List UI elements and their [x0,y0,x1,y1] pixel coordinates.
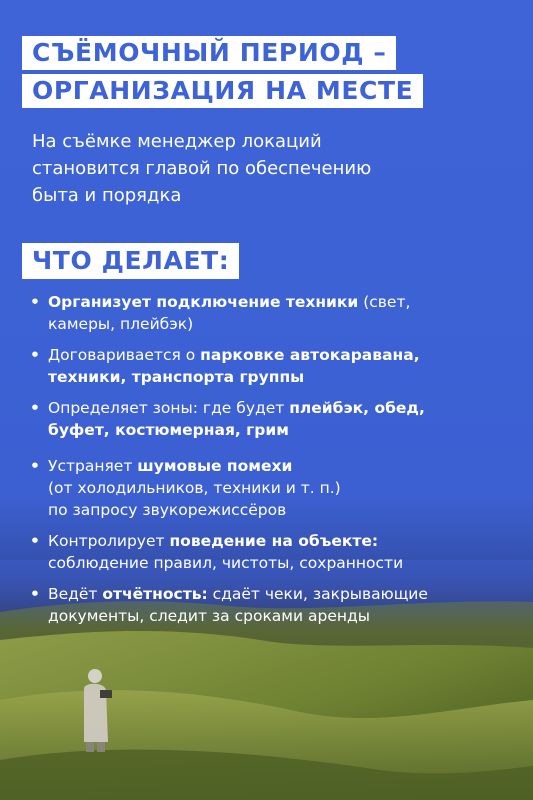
list-item [30,291,520,335]
list-item [30,583,520,627]
intro-line-1: На съёмке менеджер локаций [32,131,322,152]
item-text: Определяет зоны: где будет [48,399,290,417]
item-bold: плейбэк, обед, [289,399,425,417]
section-heading: ЧТО ДЕЛАЕТ: [22,243,239,279]
item-text: соблюдение правил, чистоты, сохранности [48,554,404,572]
list-item [30,455,520,521]
item-bold: парковке автокаравана, [200,346,420,364]
item-bold: отчётность: [102,585,208,603]
page-title-line-1: СЪЁМОЧНЫЙ ПЕРИОД – [22,36,396,70]
intro-line-2: становится главой по обеспечению [32,158,372,179]
item-text: (от холодильников, техники и т. п.) [48,479,341,497]
item-text: (свет, [358,293,411,311]
list-item [30,344,520,388]
item-bold: поведение на объекте: [169,532,379,550]
item-text: по запросу звукорежиссёров [48,501,287,519]
item-bold: Организует подключение техники [48,293,359,311]
intro-line-3: быта и порядка [32,185,182,206]
item-text: Договаривается о [48,346,201,364]
item-bold: техники, транспорта группы [48,368,305,386]
page-title-line-2: ОРГАНИЗАЦИЯ НА МЕСТЕ [22,74,423,108]
item-text: Ведёт [48,585,103,603]
item-bold: буфет, костюмерная, грим [48,421,289,439]
item-text: сдаёт чеки, закрывающие [207,585,428,603]
intro-text [32,128,512,209]
item-bold: шумовые помехи [137,457,293,475]
item-text: Устраняет [48,457,138,475]
list-item [30,530,520,574]
duties-list [30,291,520,636]
item-text: камеры, плейбэк) [48,315,194,333]
item-text: Контролирует [48,532,170,550]
item-text: документы, следит за сроками аренды [48,607,370,625]
list-item [30,397,520,441]
